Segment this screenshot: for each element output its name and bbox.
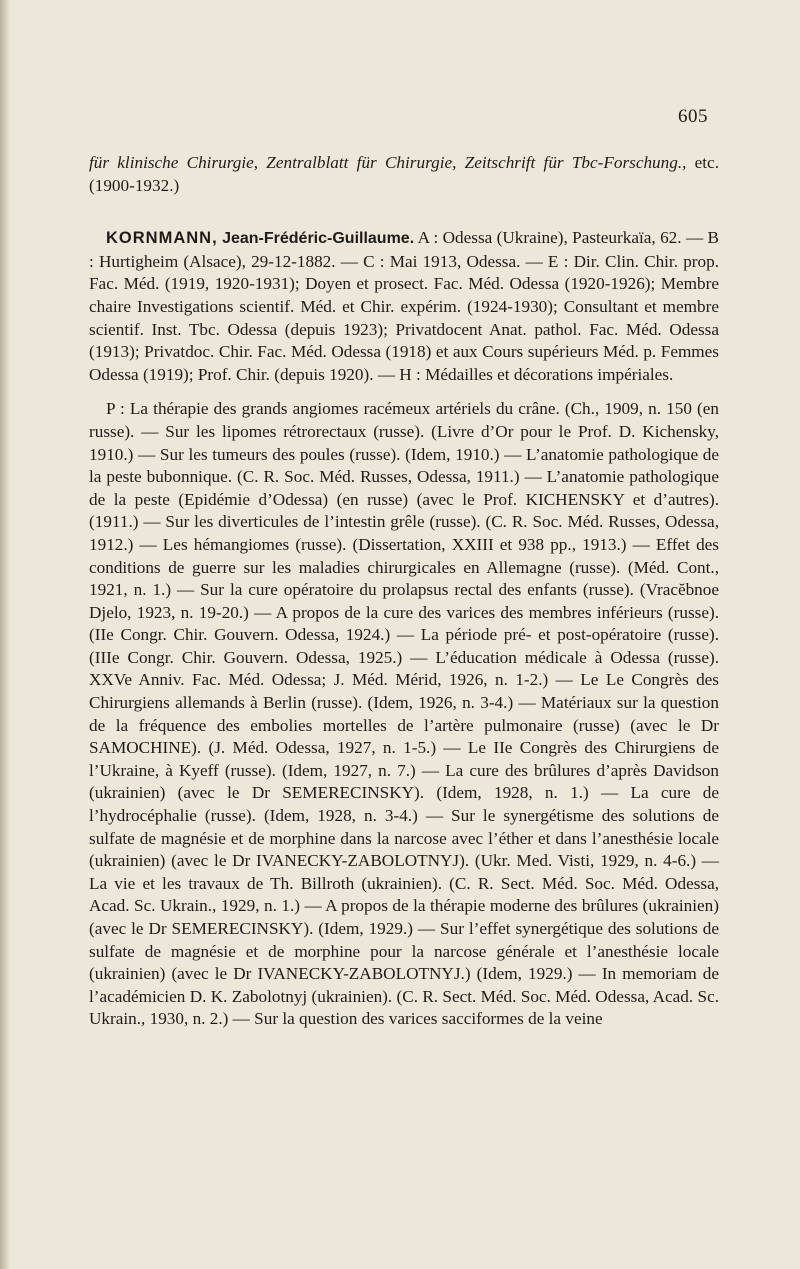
biographical-entry (89, 227, 719, 386)
continued-references-italic: für klinische Chirurgie, Zentralblatt für Chirurgie, Zeitschrift für Tbc-Forschung., (89, 153, 687, 172)
continued-references-dates: etc. (1900-1932.) (89, 153, 719, 195)
entry-publications: P : La thérapie des grands angiomes racémeux artériels du crâne. (Ch., 1909, n. 150 (en russe). — Sur les lipomes rétrorectaux (russe). (Livre d’Or pour le Prof. D. Kichensky, 1910.) — Sur les tumeurs des poules (russe). (Idem, 1910.) — L’anatomie pathologique de la peste bubonnique. (C. R. Soc. Méd. Russes, Odessa, 1911.) — L’anatomie pathologique de la peste (Epidémie d’Odessa) (en russe) (avec le Prof. KICHENSKY et d’autres). (1911.) — Sur les diverticules de l’intestin grêle (russe). (C. R. Soc. Méd. Russes, Odessa, 1912.) — Les hémangiomes (russe). (Dissertation, XXIII et 938 pp., 1913.) — Effet des conditions de guerre sur les maladies chirurgicales en Allemagne (russe). (Méd. Cont., 1921, n. 1.) — Sur la cure opératoire du prolapsus rectal des enfants (russe). (Vracĕbnoe Djelo, 1923, n. 19-20.) — A propos de la cure des varices des membres inférieurs (russe). (IIe Congr. Chir. Gouvern. Odessa, 1924.) — La période pré- et post-opératoire (russe). (IIIe Congr. Chir. Gouvern. Odessa, 1925.) — L’éducation médicale à Odessa (russe). XXVe Anniv. Fac. Méd. Odessa; J. Méd. Mérid, 1926, n. 1-2.) — Le Le Congrès des Chirurgiens allemands à Berlin (russe). (Idem, 1926, n. 3-4.) — Matériaux sur la question de la fréquence des embolies mortelles de l’artère pulmonaire (russe) (avec le Dr SAMOCHINE). (J. Méd. Odessa, 1927, n. 1-5.) — Le IIe Congrès des Chirurgiens de l’Ukraine, à Kyeff (russe). (Idem, 1927, n. 7.) — La cure des brûlures d’après Davidson (ukrainien) (avec le Dr SEMERECINSKY). (Idem, 1928, n. 1.) — La cure de l’hydrocéphalie (russe). (Idem, 1928, n. 3-4.) — Sur le synergétisme des solutions de sulfate de magnésie et de morphine dans la narcose avec l’éther et dans l’anesthésie locale (ukrainien) (avec le Dr IVANECKY-ZABOLOTNYJ). (Ukr. Med. Visti, 1929, n. 4-6.) — La vie et les travaux de Th. Billroth (ukrainien). (C. R. Sect. Méd. Soc. Méd. Odessa, Acad. Sc. Ukrain., 1929, n. 1.) — A propos de la thérapie moderne des brûlures (ukrainien) (avec le Dr SEMERECINSKY). (Idem, 1929.) — Sur l’effet synergétique des solutions de sulfate de magnésie et de morphine pour la narcose générale et l’anesthésie locale (ukrainien) (avec le Dr IVANECKY-ZABOLOTNYJ.) (Idem, 1929.) — In memoriam de l’académicien D. K. Zabolotnyj (ukrainien). (C. R. Sect. Méd. Soc. Méd. Odessa, Acad. Sc. Ukrain., 1930, n. 2.) — Sur la question des varices sacciformes de la veine (89, 399, 719, 1029)
entry-given-names: Jean-Frédéric-Guillaume. (222, 230, 415, 248)
continued-references (89, 152, 719, 197)
page-number: 605 (678, 106, 708, 127)
page-body (89, 152, 719, 1031)
page-binding-edge (0, 0, 10, 1269)
entry-surname: KORNMANN, (106, 229, 218, 248)
entry-biography: A : Odessa (Ukraine), Pasteurkaïa, 62. — B : Hurtigheim (Alsace), 29-12-1882. — C : Mai 1913, Odessa. — E : Dir. Clin. Chir. prop. Fac. Méd. (1919, 1920-1931); Doyen et prosect. Fac. Méd. Odessa (1920-1926); Membre chaire Investigations scientif. Méd. et Chir. expérim. (1924-1930); Consultant et membre scientif. Inst. Tbc. Odessa (depuis 1923); Privatdocent Anat. pathol. Fac. Méd. Odessa (1913); Privatdoc. Chir. Fac. Méd. Odessa (1918) et aux Cours supérieurs Méd. p. Femmes Odessa (1919); Prof. Chir. (depuis 1920). — H : Médailles et décorations impériales. (89, 228, 719, 384)
